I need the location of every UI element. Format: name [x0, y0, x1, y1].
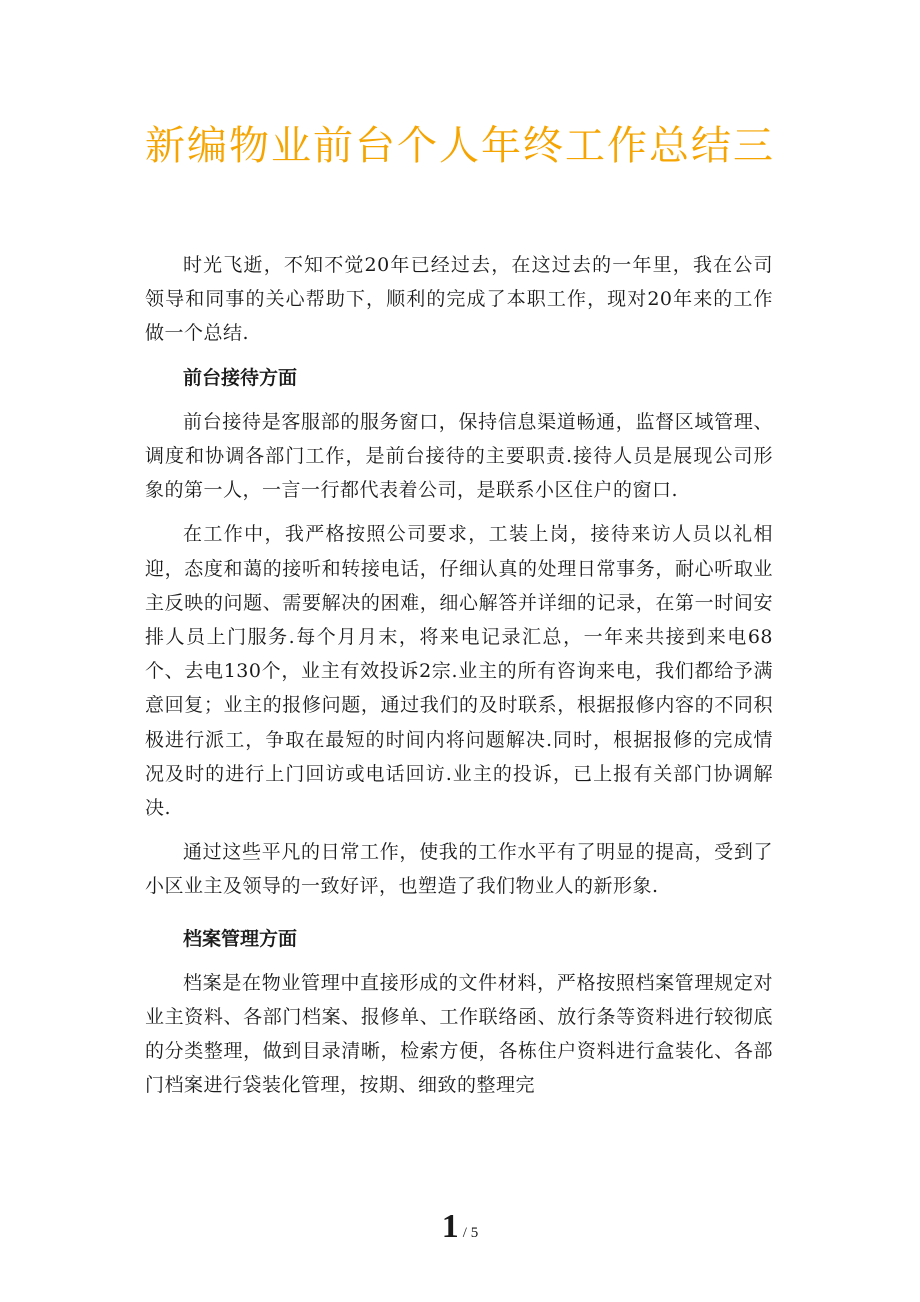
section-heading-reception: 前台接待方面 — [183, 366, 298, 389]
document-body — [145, 248, 773, 1113]
paragraph-achievements: 通过这些平凡的日常工作，使我的工作水平有了明显的提高，受到了小区业主及领导的一致好评，也塑造了我们物业人的新形象. — [145, 841, 773, 898]
paragraph-archives: 档案是在物业管理中直接形成的文件材料，严格按照档案管理规定对业主资料、各部门档案、报修单、工作联络函、放行条等资料进行较彻底的分类整理，做到目录清晰，检索方便，各栋住户资料进行盒装化、各部门档案进行袋装化管理，按期、细致的整理完 — [145, 971, 773, 1097]
paragraph-work-details: 在工作中，我严格按照公司要求，工装上岗，接待来访人员以礼相迎，态度和蔼的接听和转接电话，仔细认真的处理日常事务，耐心听取业主反映的问题、需要解决的困难，细心解答并详细的记录，在第一时间安排人员上门服务.每个月月末，将来电记录汇总，一年来共接到来电68个、去电130个，业主有效投诉2宗.业主的所有咨询来电，我们都给予满意回复；业主的报修问题，通过我们的及时联系，根据报修内容的不同积极进行派工，争取在最短的时间内将问题解决.同时，根据报修的完成情况及时的进行上门回访或电话回访.业主的投诉，已上报有关部门协调解决. — [145, 523, 773, 820]
paragraph-intro: 时光飞逝，不知不觉20年已经过去，在这过去的一年里，我在公司领导和同事的关心帮助下，顺利的完成了本职工作，现对20年来的工作做一个总结. — [145, 254, 773, 345]
paragraph-reception-duties: 前台接待是客服部的服务窗口，保持信息渠道畅通，监督区域管理、调度和协调各部门工作，是前台接待的主要职责.接待人员是展现公司形象的第一人，一言一行都代表着公司，是联系小区住户的窗口. — [145, 410, 773, 502]
total-pages: / 5 — [462, 1225, 479, 1241]
page-number — [0, 1208, 920, 1246]
section-heading-archives: 档案管理方面 — [183, 927, 298, 950]
current-page-number: 1 — [441, 1208, 459, 1245]
document-title: 新编物业前台个人年终工作总结三 — [145, 123, 775, 169]
